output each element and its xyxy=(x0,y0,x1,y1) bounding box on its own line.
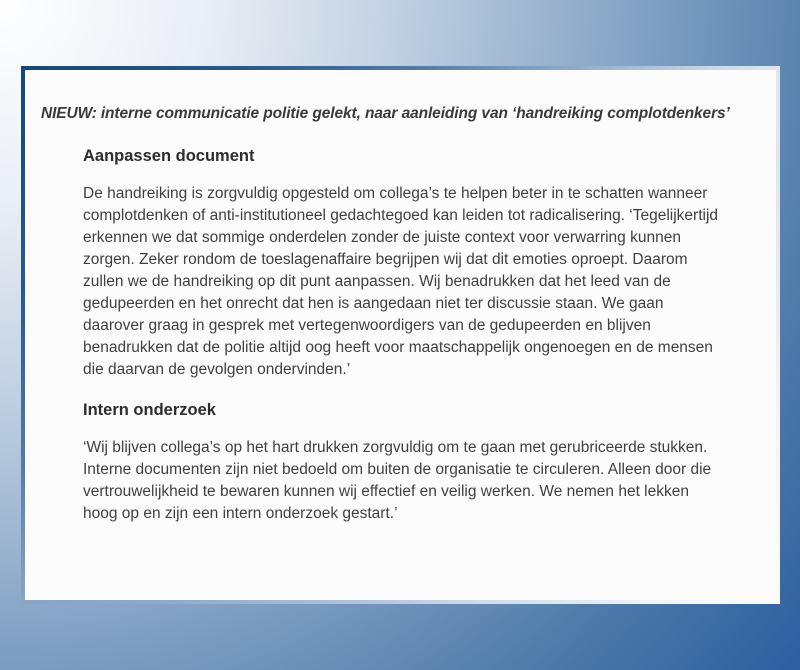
leak-headline: NIEUW: interne communicatie politie gelekt, naar aanleiding van ‘handreiking complotdenkers’ xyxy=(41,105,730,122)
section-intern-onderzoek xyxy=(83,400,719,525)
section-aanpassen-document xyxy=(83,146,719,381)
document-card xyxy=(25,70,776,600)
section-heading: Intern onderzoek xyxy=(83,401,216,419)
document-card-frame xyxy=(21,66,780,604)
section-heading: Aanpassen document xyxy=(83,147,255,165)
document-content xyxy=(83,146,719,525)
section-body: De handreiking is zorgvuldig opgesteld om collega’s te helpen beter in te schatten wanneer complotdenken of anti-institutioneel gedachtegoed kan leiden tot radicalisering. ‘Tegelijkertijd erkennen we dat sommige onderdelen zonder de juiste context voor verwarring kunnen zorgen. Zeker rondom de toeslagenaffaire begrijpen wij dat dit emoties oproept. Daarom zullen we de handreiking op dit punt aanpassen. Wij benadrukken dat het leed van de gedupeerden en het onrecht dat hen is aangedaan niet ter discussie staan. We gaan daarover graag in gesprek met vertegenwoordigers van de gedupeerden en blijven benadrukken dat de politie altijd oog heeft voor maatschappelijk ongenoegen en de mensen die daarvan de gevolgen ondervinden.’ xyxy=(83,185,719,378)
section-body: ‘Wij blijven collega’s op het hart drukken zorgvuldig om te gaan met gerubriceerde stukken. Interne documenten zijn niet bedoeld om buiten de organisatie te circuleren. Alleen door die vertrouwelijkheid te bewaren kunnen wij effectief en veilig werken. We nemen het lekken hoog op en zijn een intern onderzoek gestart.’ xyxy=(83,439,712,522)
